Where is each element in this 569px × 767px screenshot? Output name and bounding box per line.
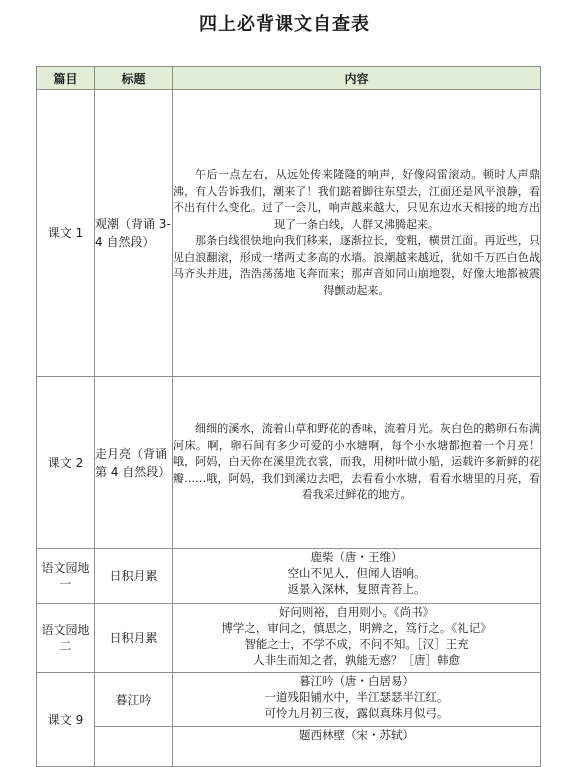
row-content (173, 727, 541, 767)
poem-line: 返景入深林，复照青苔上。 (287, 582, 426, 596)
poem-line: 鹿柴（唐・王维） (310, 550, 403, 564)
row-pian: 课文 1 (37, 90, 95, 377)
row-content (173, 673, 541, 727)
table-row (37, 727, 541, 767)
header-nei: 内容 (173, 67, 541, 90)
content-paragraph: 午后一点左右，从远处传来隆隆的响声，好像闷雷滚动。顿时人声鼎沸，有人告诉我们，潮来了！我们踮着脚往东望去，江面还是风平浪静，看不出有什么变化。过了一会儿，响声越来越大，只见东边水天相接的地方出现了一条白线，人群又沸腾起来。 (173, 168, 540, 231)
header-pian: 篇目 (37, 67, 95, 90)
table-row (37, 673, 541, 727)
row-pian: 课文 2 (37, 377, 95, 549)
table-row (37, 604, 541, 673)
content-paragraph: 细细的溪水，流着山草和野花的香味，流着月光。灰白色的鹅卵石布满河床。啊，卵石间有多少可爱的小水塘啊，每个小水塘都抱着一个月亮！哦，阿妈，白天你在溪里洗衣裳，而我，用树叶做小船，运载许多新鲜的花瓣……哦，阿妈，我们到溪边去吧，去看看小水塘，看看水塘里的月亮，看看我采过鲜花的地方。 (173, 422, 540, 502)
quote-line: 智能之士，不学不成，不问不知。［汉］王充 (244, 637, 469, 651)
table-row (37, 90, 541, 377)
row-pian: 语文园地一 (37, 549, 95, 604)
row-content (173, 549, 541, 604)
row-content (173, 90, 541, 377)
table-row (37, 377, 541, 549)
poem-line: 可怜九月初三夜，露似真珠月似弓。 (264, 706, 449, 720)
row-pian: 语文园地二 (37, 604, 95, 673)
poem-line: 题西林壁（宋・苏轼） (299, 728, 414, 742)
quote-line: 博学之，审问之，慎思之，明辨之，笃行之。《礼记》 (221, 621, 492, 635)
row-biao: 走月亮（背诵第 4 自然段） (95, 377, 173, 549)
row-biao: 日积月累 (95, 549, 173, 604)
page-title: 四上必背课文自查表 (199, 14, 370, 35)
row-content (173, 377, 541, 549)
self-check-table (36, 66, 541, 767)
header-biao: 标题 (95, 67, 173, 90)
content-paragraph: 那条白线很快地向我们移来，逐渐拉长，变粗，横贯江面。再近些，只见白浪翻滚，形成一堵两丈多高的水墙。浪潮越来越近，犹如千万匹白色战马齐头并进，浩浩荡荡地飞奔而来；那声音如同山崩地裂，好像大地都被震得颤动起来。 (173, 234, 540, 297)
row-content (173, 604, 541, 673)
row-biao: 日积月累 (95, 604, 173, 673)
row-biao: 暮江吟 (95, 673, 173, 727)
row-pian: 课文 9 (37, 673, 95, 767)
poem-line: 一道残阳铺水中，半江瑟瑟半江红。 (264, 690, 449, 704)
row-biao (95, 727, 173, 767)
quote-line: 好问则裕，自用则小。《尚书》 (278, 605, 435, 619)
poem-line: 暮江吟（唐・白居易） (299, 674, 414, 688)
row-biao: 观潮（背诵 3-4 自然段） (95, 90, 173, 377)
table-header-row (37, 67, 541, 90)
poem-line: 空山不见人，但闻人语响。 (287, 566, 426, 580)
quote-line: 人非生而知之者，孰能无惑？［唐］韩愈 (253, 653, 460, 667)
table-row (37, 549, 541, 604)
